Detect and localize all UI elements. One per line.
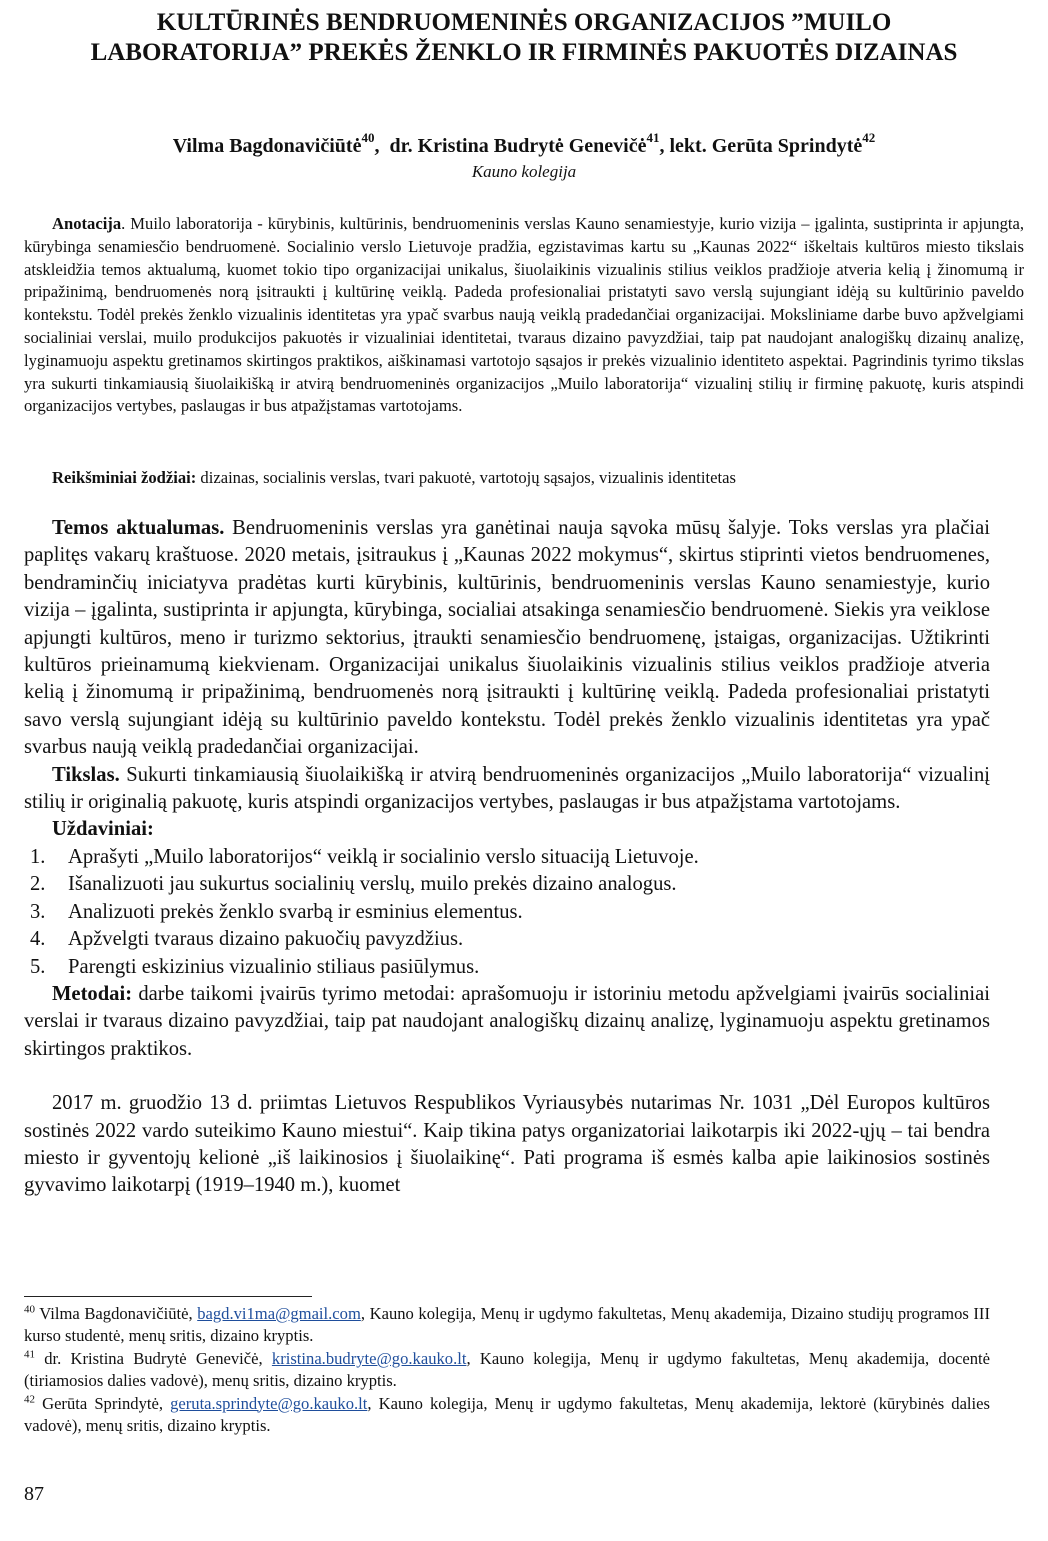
relevance-paragraph	[24, 515, 990, 762]
author-separator: ,	[374, 135, 390, 157]
footnote-ref[interactable]: 40	[361, 130, 375, 146]
paper-title: KULTŪRINĖS BENDRUOMENINĖS ORGANIZACIJOS ”MUILO LABORATORIJA” PREKĖS ŽENKLO IR FIRMINĖS PAKUOTĖS DIZAINAS	[90, 9, 958, 66]
author-list	[50, 130, 998, 158]
footnotes	[24, 1303, 990, 1437]
keywords-label: Reikšminiai žodžiai:	[52, 468, 197, 487]
keywords-text: dizainas, socialinis verslas, tvari pakuotė, vartotojų sąsajos, vizualinis identitetas	[196, 468, 736, 487]
footnote-text: , Kauno kolegija, Menų ir ugdymo fakultetas, Menų akademija, Dizaino studijų programos III kurso studentė, menų sritis, dizaino kryptis.	[24, 1304, 990, 1346]
list-number: 2.	[30, 873, 46, 896]
author-separator: ,	[659, 135, 670, 157]
list-item	[24, 899, 990, 926]
relevance-text: Bendruomeninis verslas yra ganėtinai nauja sąvoka mūsų šalyje. Toks verslas yra plačiai paplitęs vakarų kraštuose. 2020 metais, įsitraukus į „Kaunas 2022 mokymus“, skirtus stiprinti vietos bendruomenes, bendraminčių iniciatyva pradėtas kurti kūrybinis, kultūrinis, bendruomeninis verslas Kauno senamiestyje, kurio vizija – įgalinta, sustiprinta ir apjungta, kūrybinga, socialiai atsakinga senamiesčio bendruomenė. Siekis yra veiklose apjungti kultūros, meno ir turizmo sektorius, įtraukti senamiesčio bendruomenę, įstaigas, organizacijas. Užtikrinti kultūros prieinamumą kiekvienam. Organizacijai unikalus šiuolaikinis vizualinis stilius veiklos pradžioje atveria kelią į žinomumą ir pripažinimą, bendruomenės norą įsitraukti į kultūrinę veiklą. Padeda profesionaliai pristatyti savo verslą sujungiant idėją su kultūrinio paveldo kontekstu. Todėl prekės ženklo vizualinis identitetas yra ypač svarbus naują veiklą pradedančiai organizacijai.	[24, 517, 990, 759]
list-text: Aprašyti „Muilo laboratorijos“ veiklą ir socialinio verslo situaciją Lietuvoje.	[68, 845, 699, 868]
methods-paragraph	[24, 981, 990, 1063]
footnote-number: 41	[24, 1348, 35, 1361]
footnote	[24, 1348, 990, 1393]
footnote-text: , Kauno kolegija, Menų ir ugdymo fakultetas, Menų akademija, docentė (tiriamosios dalies vadovė), menų sritis, dizaino kryptis.	[24, 1348, 991, 1391]
footnote	[24, 1303, 990, 1348]
footnote-number: 42	[24, 1393, 35, 1406]
goal-label: Tikslas.	[52, 763, 120, 786]
list-number: 5.	[30, 955, 46, 978]
body-text	[24, 515, 990, 1200]
intro-paragraph: 2017 m. gruodžio 13 d. priimtas Lietuvos Respublikos Vyriausybės nutarimas Nr. 1031 „Dėl Europos kultūros sostinės 2022 vardo suteikimo Kauno miestui“. Kaip tikina patys organizatoriai laikotarpis iki 2022-ųjų – tai bendra miesto ir gyventojų kelionė „iš laikinosios į šiuolaikinę“. Pati programa iš esmės kalba apie laikinosios sostinės gyvavimo laikotarpį (1919–1940 m.), kuomet	[24, 1092, 990, 1197]
abstract-text: . Muilo laboratorija - kūrybinis, kultūrinis, bendruomeninis verslas Kauno senamiestyje, kurio vizija – įgalinta, sustiprinta ir apjungta, kūrybinga senamiesčio bendruomenė. Socialinio verslo Lietuvoje pradžia, egzistavimas kartu su „Kaunas 2022“ iškeltais kultūros miesto tikslais atskleidžia temos aktualumą, kuomet tokio tipo organizacijai unikalus, šiuolaikinis vizualinis stilius veiklos pradžioje atveria kelią į žinomumą ir pripažinimą, bendruomenės norą įsitraukti į kultūrinę veiklą. Padeda profesionaliai pristatyti savo verslą sujungiant idėją su kultūrinio paveldo kontekstu. Todėl prekės ženklo vizualinis identitetas yra ypač svarbus naują veiklą pradedančiai organizacijai. Moksliniame darbe buvo apžvelgiami socialiniai verslai, muilo produkcijos pakuotės ir vizualiniai identitetai, tvaraus dizaino pavyzdžiai, taip pat naudojant analogiškų dizainų analizę, lyginamuoju aspektu gretinamos skirtingos praktikos, aiškinamasi vartotojo sąsajos ir prekės vizualinio identiteto aspektai. Pagrindinis tyrimo tikslas yra sukurti tinkamiausią šiuolaikišką ir atvirą bendruomeninės organizacijos „Muilo laboratorija“ vizualinį stilių ir firminę pakuotę, kuris atspindi organizacijos vertybes, paslaugas ir bus atpažįstamas vartotojams.	[24, 214, 1024, 416]
affiliation: Kauno kolegija	[471, 162, 577, 181]
list-item	[24, 926, 990, 953]
footnote-number: 40	[24, 1303, 35, 1316]
footnote-text: Gerūta Sprindytė,	[35, 1393, 171, 1413]
list-item	[24, 871, 990, 898]
email-link[interactable]: bagd.vi1ma@gmail.com	[197, 1304, 361, 1323]
methods-text: darbe taikomi įvairūs tyrimo metodai: aprašomuoju ir istoriniu metodu apžvelgiami įvairūs socialiniai verslai ir tvaraus dizaino pavyzdžiai, taip pat naudojant analogiškų dizainų analizę, lyginamuoju aspektu gretinamos skirtingos praktikos.	[24, 982, 990, 1060]
list-text: Išanalizuoti jau sukurtus socialinių verslų, muilo prekės dizaino analogus.	[68, 873, 677, 896]
footnote-ref[interactable]: 42	[862, 130, 876, 146]
footnote-text: dr. Kristina Budrytė Genevičė,	[35, 1348, 272, 1368]
tasks-list	[24, 844, 990, 981]
email-link[interactable]: kristina.budryte@go.kauko.lt	[271, 1348, 467, 1368]
footnote	[24, 1393, 990, 1438]
footnote-text: Vilma Bagdonavičiūtė,	[35, 1304, 198, 1323]
list-item	[24, 954, 990, 981]
page-number: 87	[24, 1483, 44, 1505]
abstract-label: Anotacija	[52, 214, 122, 233]
list-text: Parengti eskizinius vizualinio stiliaus pasiūlymus.	[68, 955, 480, 978]
list-number: 4.	[30, 928, 46, 951]
footnote-divider	[24, 1296, 312, 1297]
footnote-text: , Kauno kolegija, Menų ir ugdymo fakultetas, Menų akademija, lektorė (kūrybinės dalies vadovė), menų sritis, dizaino kryptis.	[24, 1393, 990, 1436]
list-number: 3.	[30, 900, 46, 923]
methods-label: Metodai:	[52, 982, 133, 1005]
paragraph-gap	[24, 1063, 990, 1090]
list-item	[24, 844, 990, 871]
list-number: 1.	[30, 845, 46, 868]
keywords	[24, 467, 1024, 489]
list-text: Apžvelgti tvaraus dizaino pakuočių pavyzdžius.	[68, 928, 464, 951]
goal-paragraph	[24, 762, 990, 817]
goal-text: Sukurti tinkamiausią šiuolaikišką ir atvirą bendruomeninės organizacijos „Muilo laboratorija“ vizualinį stilių ir originalią pakuotę, kuris atspindi organizacijos vertybes, paslaugas ir bus atpažįstama vartotojams.	[24, 763, 990, 814]
abstract	[24, 213, 1024, 418]
author-name: lekt. Gerūta Sprindytė	[669, 135, 863, 157]
author-name: Vilma Bagdonavičiūtė	[172, 135, 362, 157]
email-link[interactable]: geruta.sprindyte@go.kauko.lt	[170, 1393, 368, 1413]
relevance-label: Temos aktualumas.	[52, 517, 225, 539]
tasks-heading: Uždaviniai:	[52, 818, 154, 841]
list-text: Analizuoti prekės ženklo svarbą ir esminius elementus.	[68, 900, 523, 923]
author-name: dr. Kristina Budrytė Genevičė	[389, 135, 647, 157]
footnote-ref[interactable]: 41	[646, 130, 660, 146]
